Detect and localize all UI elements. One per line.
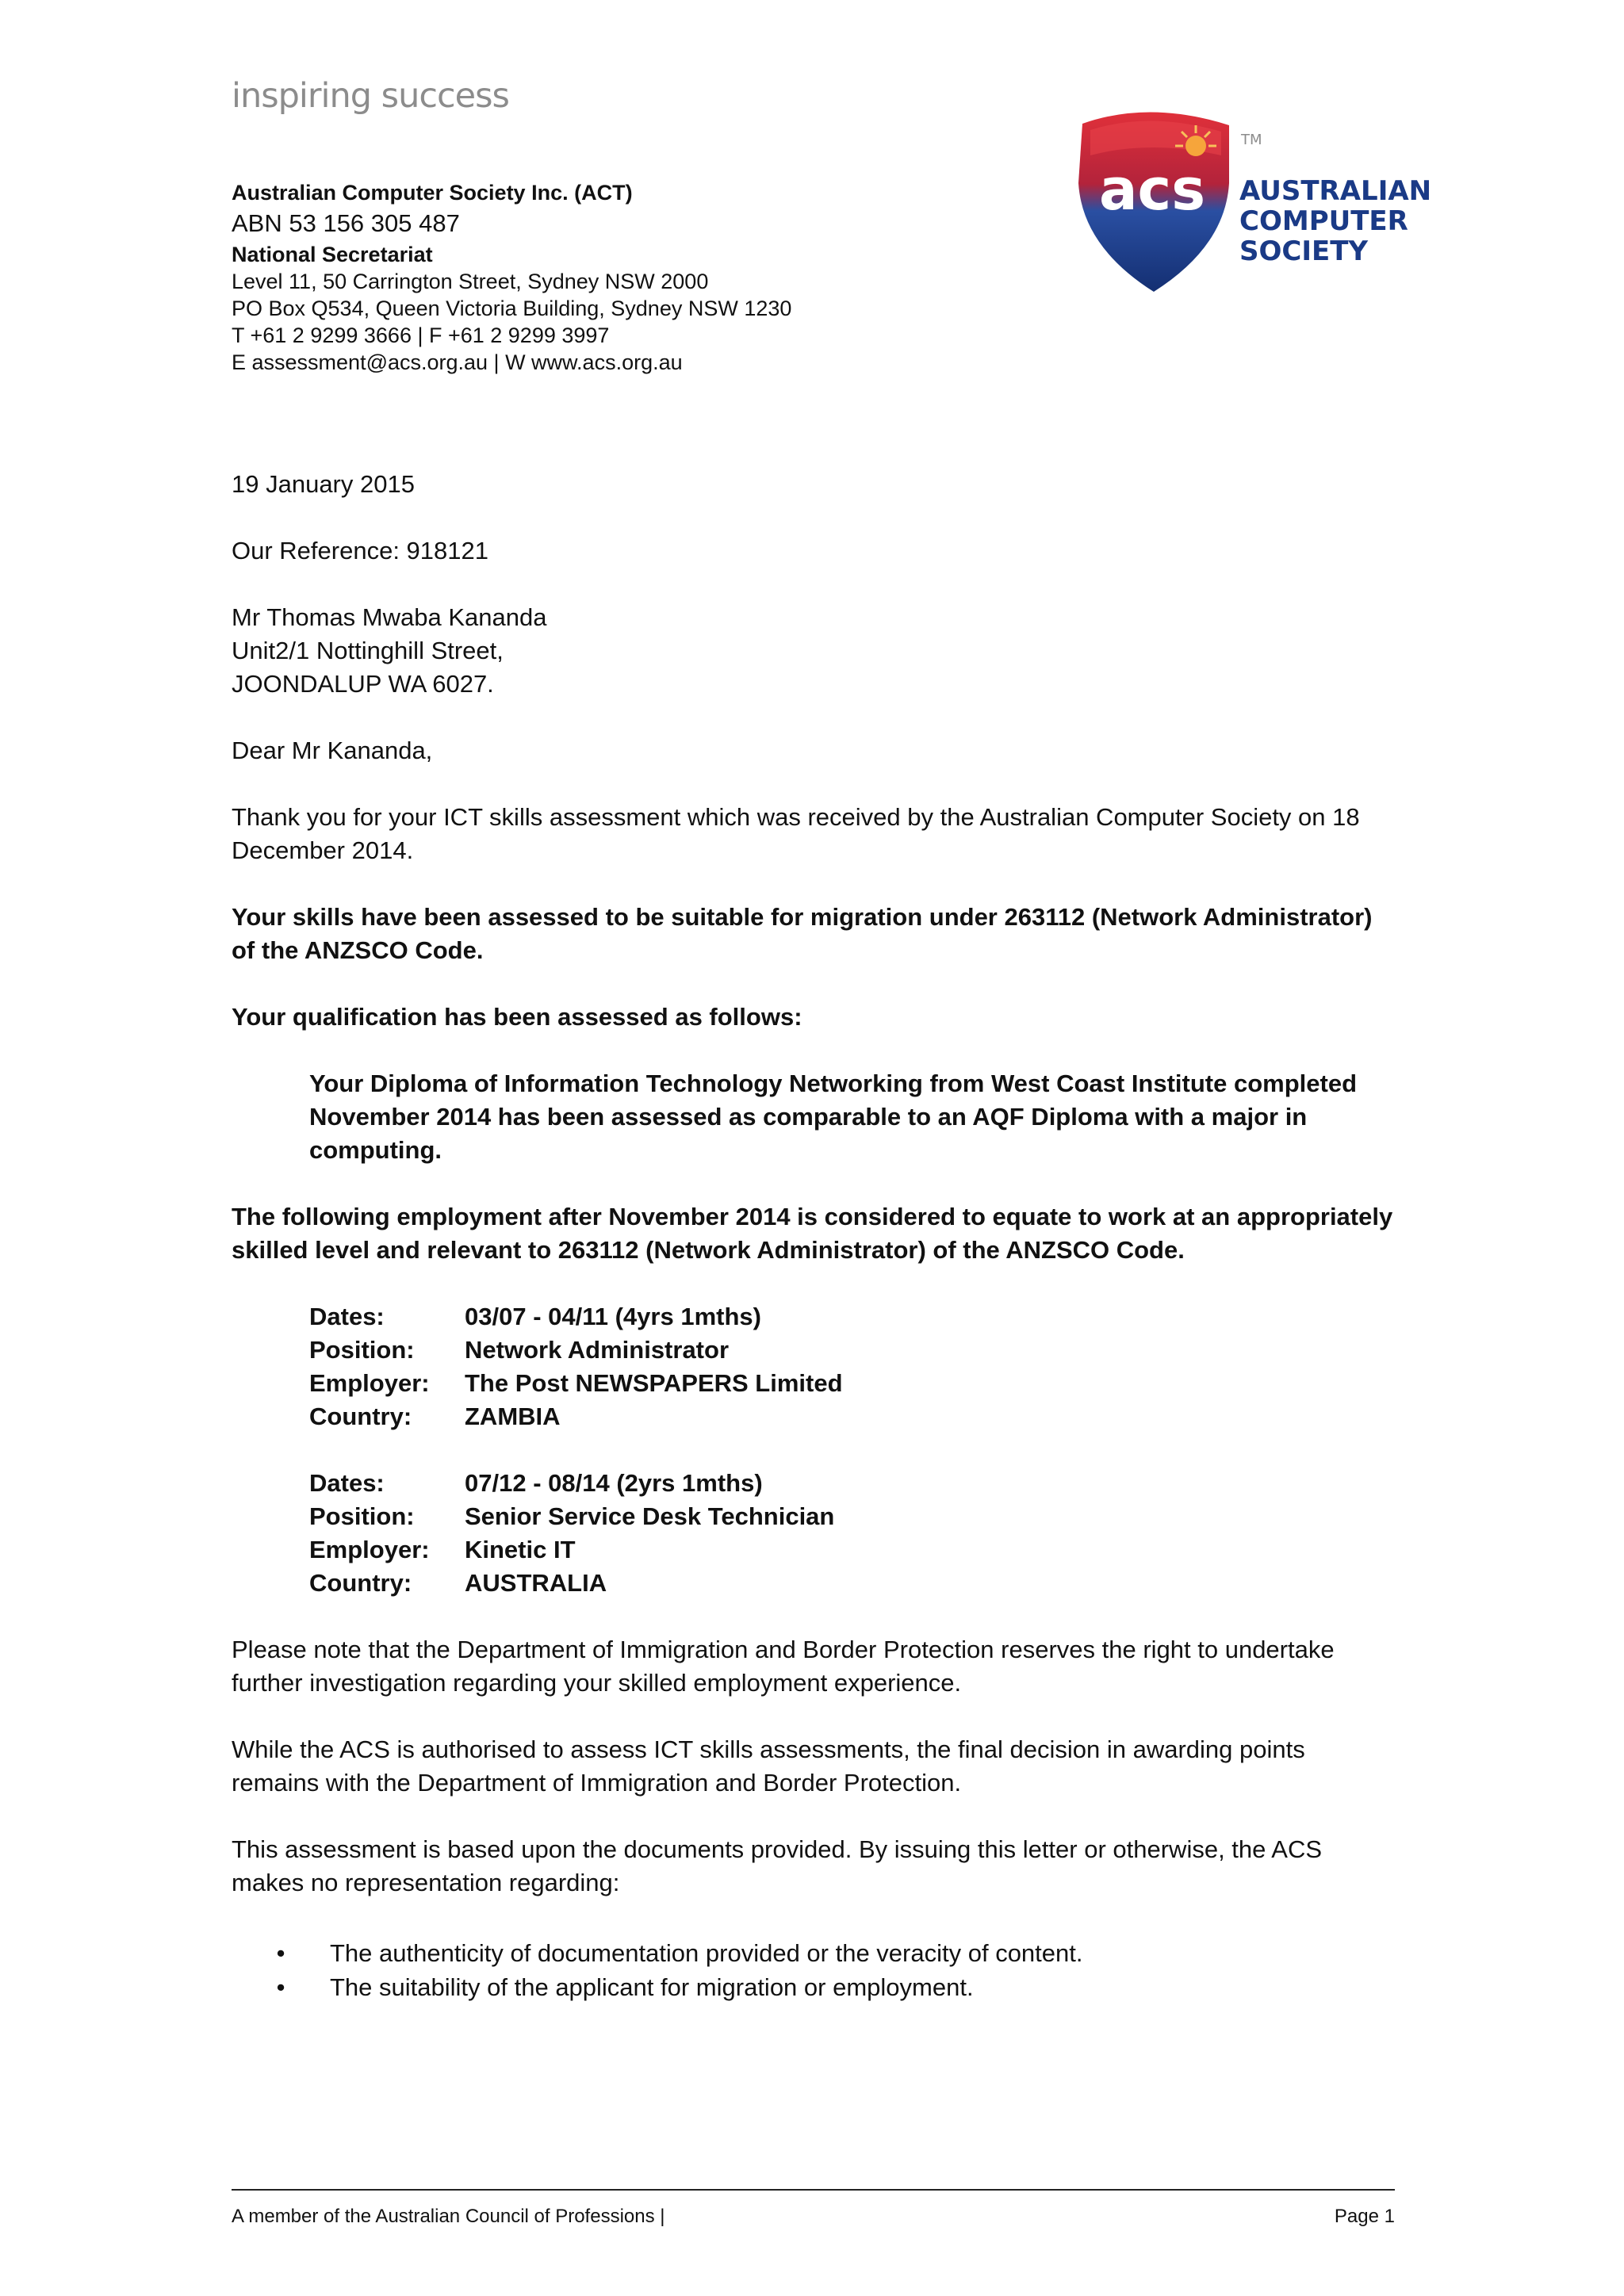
- recipient-address: [232, 601, 1397, 701]
- recipient-city: JOONDALUP WA 6027.: [232, 670, 494, 698]
- employment-country: AUSTRALIA: [465, 1569, 607, 1597]
- employment-employer: Kinetic IT: [465, 1536, 576, 1563]
- list-item: [232, 1970, 1397, 2004]
- list-item: [232, 1936, 1397, 1970]
- footer-membership: A member of the Australian Council of Professions |: [232, 2206, 665, 2227]
- tagline: inspiring success: [232, 76, 509, 116]
- employment-employer: The Post NEWSPAPERS Limited: [465, 1369, 843, 1397]
- employment-dates: 07/12 - 08/14 (2yrs 1mths): [465, 1469, 763, 1497]
- paragraph: Please note that the Department of Immigration and Border Protection reserves the right to undertake further investigation regarding your skilled employment experience.: [232, 1636, 1335, 1697]
- footer-divider: [232, 2189, 1395, 2191]
- paragraph: Thank you for your ICT skills assessment which was received by the Australian Computer Society on 18 December 2014.: [232, 803, 1360, 864]
- org-name: Australian Computer Society Inc. (ACT): [232, 181, 633, 205]
- qualification-detail: Your Diploma of Information Technology Networking from West Coast Institute completed November 2014 has been assessed as comparable to an AQF Diploma with a major in computing.: [309, 1070, 1358, 1164]
- employment-entry: [309, 1300, 843, 1433]
- logo-tm: TM: [1241, 132, 1262, 148]
- paragraph: This assessment is based upon the documents provided. By issuing this letter or otherwise, the ACS makes no representation regarding:: [232, 1835, 1323, 1896]
- field-label: Country:: [309, 1402, 412, 1430]
- field-label: Country:: [309, 1569, 412, 1597]
- recipient-name: Mr Thomas Mwaba Kananda: [232, 603, 547, 631]
- logo-line-2: COMPUTER: [1239, 205, 1408, 237]
- field-label: Position:: [309, 1502, 415, 1530]
- bullet-icon: •: [276, 1973, 285, 2001]
- logo-line-3: SOCIETY: [1239, 235, 1369, 267]
- email-web-line: E assessment@acs.org.au | W www.acs.org.au: [232, 350, 683, 374]
- page-number: Page 1: [1334, 2206, 1395, 2227]
- employment-entry: [309, 1467, 834, 1600]
- logo-mark-text: acs: [1098, 156, 1206, 223]
- recipient-street: Unit2/1 Nottinghill Street,: [232, 637, 504, 664]
- org-address-block: [232, 179, 791, 376]
- employment-position: Network Administrator: [465, 1336, 730, 1364]
- field-label: Position:: [309, 1336, 415, 1364]
- bullet-icon: •: [276, 1939, 285, 1967]
- letter-date: 19 January 2015: [232, 470, 415, 498]
- assessment-outcome: Your skills have been assessed to be suitable for migration under 263112 (Network Administrator) of the ANZSCO Code.: [232, 903, 1373, 964]
- logo-line-1: AUSTRALIAN: [1239, 175, 1432, 207]
- list-item-text: The suitability of the applicant for migration or employment.: [330, 1973, 974, 2001]
- field-label: Dates:: [309, 1303, 385, 1330]
- our-reference: Our Reference: 918121: [232, 537, 488, 564]
- field-label: Employer:: [309, 1369, 430, 1397]
- field-label: Dates:: [309, 1469, 385, 1497]
- employment-heading: The following employment after November 2014 is considered to equate to work at an appropriately skilled level and relevant to 263112 (Network Administrator) of the ANZSCO Code.: [232, 1203, 1393, 1264]
- field-label: Employer:: [309, 1536, 430, 1563]
- paragraph: While the ACS is authorised to assess ICT skills assessments, the final decision in awarding points remains with the Department of Immigration and Border Protection.: [232, 1735, 1305, 1797]
- employment-dates: 03/07 - 04/11 (4yrs 1mths): [465, 1303, 761, 1330]
- qualification-heading: Your qualification has been assessed as follows:: [232, 1003, 802, 1031]
- list-item-text: The authenticity of documentation provided or the veracity of content.: [330, 1939, 1083, 1967]
- employment-position: Senior Service Desk Technician: [465, 1502, 835, 1530]
- employment-country: ZAMBIA: [465, 1402, 561, 1430]
- bullet-list: [232, 1936, 1397, 2004]
- salutation: Dear Mr Kananda,: [232, 737, 433, 764]
- org-abn: ABN 53 156 305 487: [232, 209, 460, 237]
- phone-fax-line: T +61 2 9299 3666 | F +61 2 9299 3997: [232, 323, 610, 347]
- address-line: Level 11, 50 Carrington Street, Sydney NSW 2000: [232, 270, 709, 293]
- acs-logo: [1067, 108, 1432, 298]
- address-line: PO Box Q534, Queen Victoria Building, Sydney NSW 1230: [232, 297, 792, 320]
- secretariat-heading: National Secretariat: [232, 243, 433, 266]
